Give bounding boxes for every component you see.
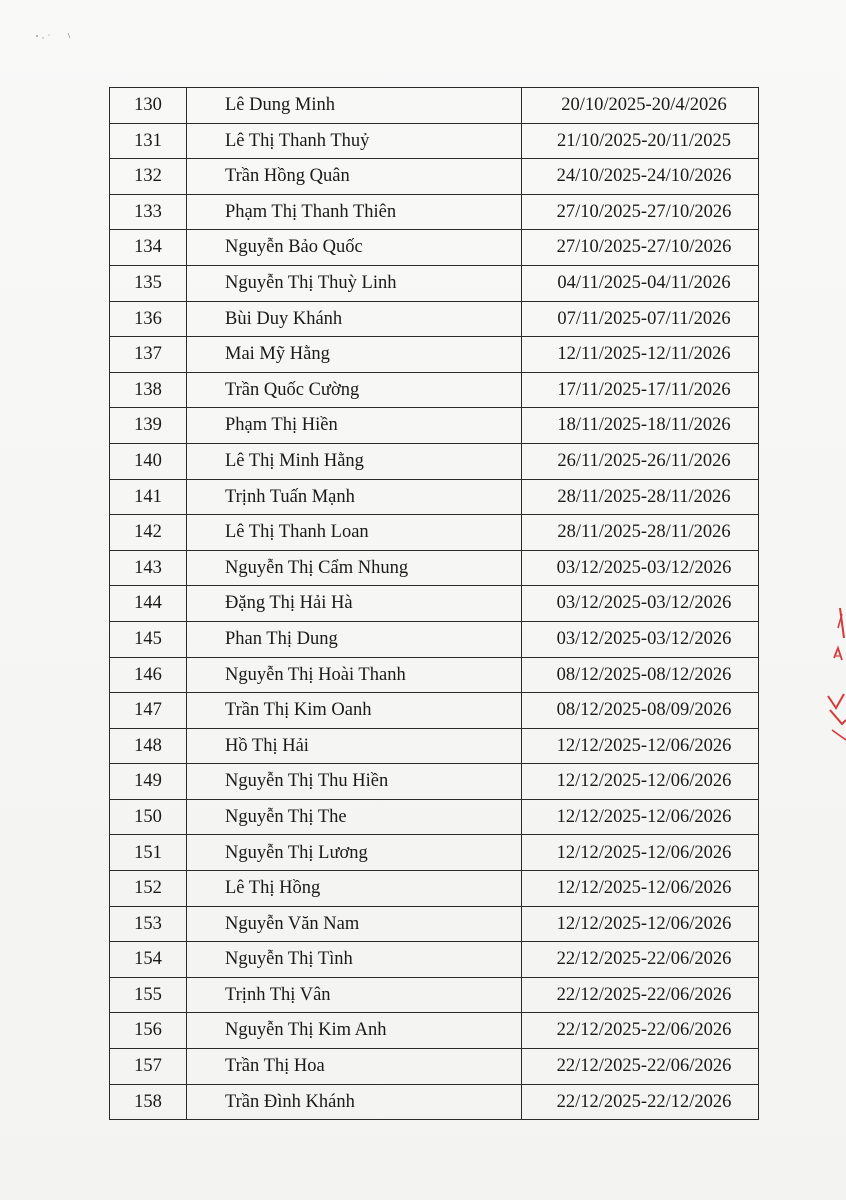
full-name-cell: Nguyễn Thị The	[187, 799, 522, 835]
table-row	[110, 443, 759, 479]
date-range-cell: 24/10/2025-24/10/2026	[522, 159, 759, 195]
full-name-cell: Lê Dung Minh	[187, 88, 522, 124]
date-range-cell: 17/11/2025-17/11/2026	[522, 372, 759, 408]
date-range-cell: 12/12/2025-12/06/2026	[522, 799, 759, 835]
date-range-cell: 22/12/2025-22/06/2026	[522, 942, 759, 978]
table-row	[110, 871, 759, 907]
full-name-cell: Phạm Thị Thanh Thiên	[187, 194, 522, 230]
full-name-cell: Phạm Thị Hiền	[187, 408, 522, 444]
table-row	[110, 301, 759, 337]
full-name-cell: Nguyễn Thị Tình	[187, 942, 522, 978]
date-range-cell: 28/11/2025-28/11/2026	[522, 479, 759, 515]
full-name-cell: Trần Thị Hoa	[187, 1049, 522, 1085]
table-row	[110, 159, 759, 195]
row-number-cell: 143	[110, 550, 187, 586]
full-name-cell: Mai Mỹ Hằng	[187, 337, 522, 373]
table-row	[110, 479, 759, 515]
date-range-cell: 22/12/2025-22/06/2026	[522, 977, 759, 1013]
row-number-cell: 140	[110, 443, 187, 479]
table-row	[110, 906, 759, 942]
table-row	[110, 372, 759, 408]
row-number-cell: 144	[110, 586, 187, 622]
full-name-cell: Trịnh Thị Vân	[187, 977, 522, 1013]
table-row	[110, 586, 759, 622]
table-row	[110, 88, 759, 124]
full-name-cell: Bùi Duy Khánh	[187, 301, 522, 337]
table-row	[110, 835, 759, 871]
full-name-cell: Nguyễn Thị Thuỳ Linh	[187, 265, 522, 301]
table-row	[110, 977, 759, 1013]
row-number-cell: 130	[110, 88, 187, 124]
date-range-cell: 12/12/2025-12/06/2026	[522, 871, 759, 907]
roster-table	[109, 87, 759, 1120]
table-row	[110, 693, 759, 729]
full-name-cell: Hồ Thị Hải	[187, 728, 522, 764]
row-number-cell: 136	[110, 301, 187, 337]
table-row	[110, 194, 759, 230]
full-name-cell: Nguyễn Bảo Quốc	[187, 230, 522, 266]
row-number-cell: 147	[110, 693, 187, 729]
full-name-cell: Lê Thị Thanh Thuỷ	[187, 123, 522, 159]
full-name-cell: Trần Đình Khánh	[187, 1084, 522, 1120]
full-name-cell: Nguyễn Thị Kim Anh	[187, 1013, 522, 1049]
row-number-cell: 152	[110, 871, 187, 907]
table-row	[110, 265, 759, 301]
table-row	[110, 657, 759, 693]
date-range-cell: 04/11/2025-04/11/2026	[522, 265, 759, 301]
date-range-cell: 26/11/2025-26/11/2026	[522, 443, 759, 479]
full-name-cell: Nguyễn Thị Thu Hiền	[187, 764, 522, 800]
red-seal-edge-icon	[820, 598, 846, 748]
full-name-cell: Nguyễn Thị Lương	[187, 835, 522, 871]
table-row	[110, 942, 759, 978]
full-name-cell: Nguyễn Thị Hoài Thanh	[187, 657, 522, 693]
date-range-cell: 12/12/2025-12/06/2026	[522, 906, 759, 942]
date-range-cell: 28/11/2025-28/11/2026	[522, 515, 759, 551]
table-row	[110, 1049, 759, 1085]
row-number-cell: 149	[110, 764, 187, 800]
row-number-cell: 142	[110, 515, 187, 551]
date-range-cell: 18/11/2025-18/11/2026	[522, 408, 759, 444]
table-row	[110, 123, 759, 159]
date-range-cell: 21/10/2025-20/11/2025	[522, 123, 759, 159]
date-range-cell: 22/12/2025-22/06/2026	[522, 1049, 759, 1085]
row-number-cell: 137	[110, 337, 187, 373]
date-range-cell: 03/12/2025-03/12/2026	[522, 586, 759, 622]
row-number-cell: 141	[110, 479, 187, 515]
table-row	[110, 764, 759, 800]
date-range-cell: 22/12/2025-22/06/2026	[522, 1013, 759, 1049]
date-range-cell: 12/12/2025-12/06/2026	[522, 764, 759, 800]
table-row	[110, 515, 759, 551]
full-name-cell: Trần Quốc Cường	[187, 372, 522, 408]
date-range-cell: 12/12/2025-12/06/2026	[522, 728, 759, 764]
date-range-cell: 27/10/2025-27/10/2026	[522, 194, 759, 230]
table-row	[110, 337, 759, 373]
row-number-cell: 157	[110, 1049, 187, 1085]
row-number-cell: 158	[110, 1084, 187, 1120]
date-range-cell: 27/10/2025-27/10/2026	[522, 230, 759, 266]
date-range-cell: 08/12/2025-08/12/2026	[522, 657, 759, 693]
date-range-cell: 22/12/2025-22/12/2026	[522, 1084, 759, 1120]
row-number-cell: 148	[110, 728, 187, 764]
row-number-cell: 132	[110, 159, 187, 195]
row-number-cell: 146	[110, 657, 187, 693]
table-row	[110, 1013, 759, 1049]
full-name-cell: Lê Thị Thanh Loan	[187, 515, 522, 551]
date-range-cell: 12/12/2025-12/06/2026	[522, 835, 759, 871]
table-row	[110, 1084, 759, 1120]
date-range-cell: 07/11/2025-07/11/2026	[522, 301, 759, 337]
table-row	[110, 408, 759, 444]
full-name-cell: Đặng Thị Hải Hà	[187, 586, 522, 622]
row-number-cell: 155	[110, 977, 187, 1013]
row-number-cell: 134	[110, 230, 187, 266]
full-name-cell: Nguyễn Thị Cẩm Nhung	[187, 550, 522, 586]
full-name-cell: Nguyễn Văn Nam	[187, 906, 522, 942]
date-range-cell: 03/12/2025-03/12/2026	[522, 621, 759, 657]
scan-speck-mark	[34, 30, 74, 42]
table-row	[110, 230, 759, 266]
full-name-cell: Trịnh Tuấn Mạnh	[187, 479, 522, 515]
roster-table-body	[110, 88, 759, 1120]
date-range-cell: 12/11/2025-12/11/2026	[522, 337, 759, 373]
row-number-cell: 154	[110, 942, 187, 978]
full-name-cell: Lê Thị Hồng	[187, 871, 522, 907]
full-name-cell: Trần Thị Kim Oanh	[187, 693, 522, 729]
row-number-cell: 150	[110, 799, 187, 835]
row-number-cell: 135	[110, 265, 187, 301]
row-number-cell: 151	[110, 835, 187, 871]
full-name-cell: Lê Thị Minh Hằng	[187, 443, 522, 479]
full-name-cell: Trần Hồng Quân	[187, 159, 522, 195]
date-range-cell: 20/10/2025-20/4/2026	[522, 88, 759, 124]
table-row	[110, 550, 759, 586]
date-range-cell: 03/12/2025-03/12/2026	[522, 550, 759, 586]
table-row	[110, 799, 759, 835]
date-range-cell: 08/12/2025-08/09/2026	[522, 693, 759, 729]
row-number-cell: 156	[110, 1013, 187, 1049]
row-number-cell: 145	[110, 621, 187, 657]
full-name-cell: Phan Thị Dung	[187, 621, 522, 657]
row-number-cell: 153	[110, 906, 187, 942]
row-number-cell: 133	[110, 194, 187, 230]
table-row	[110, 621, 759, 657]
row-number-cell: 138	[110, 372, 187, 408]
row-number-cell: 139	[110, 408, 187, 444]
table-row	[110, 728, 759, 764]
row-number-cell: 131	[110, 123, 187, 159]
